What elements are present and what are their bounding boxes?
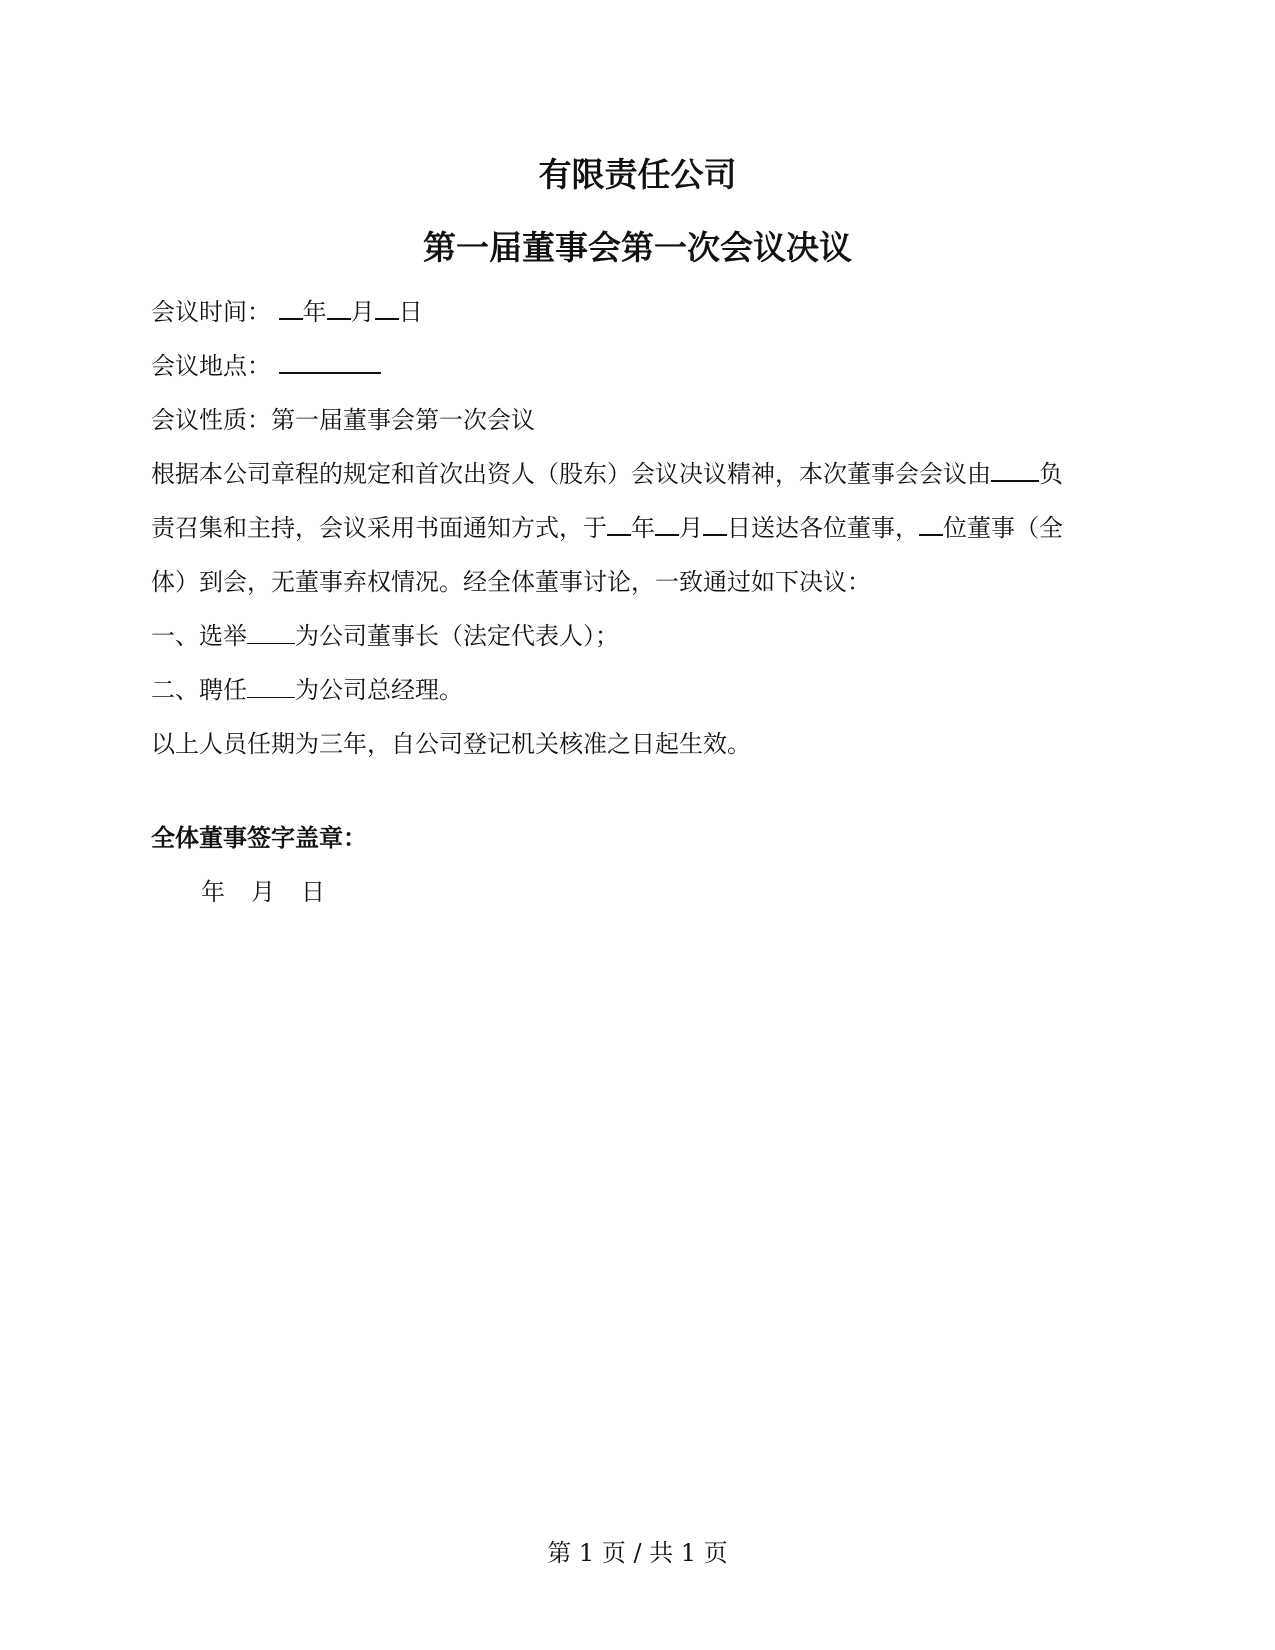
notice-day-blank [703,533,727,536]
convener-blank [991,479,1039,482]
signature-date-line [151,874,1111,928]
resolution-text: 为公司总经理。 [295,676,463,704]
month-blank [327,317,351,320]
signature-day: 日 [301,878,325,906]
resolution-text: 二、聘任 [151,676,247,704]
meeting-nature-value: 第一届董事会第一次会议 [271,406,535,434]
signature-year: 年 [201,878,225,906]
paragraph-text: 年 [631,514,655,542]
paragraph-text: 位董事（全 [943,514,1063,542]
year-blank [279,317,303,320]
signature-month: 月 [251,878,275,906]
notice-month-blank [655,533,679,536]
paragraph-text: 责召集和主持，会议采用书面通知方式，于 [151,514,607,542]
resolution-text: 为公司董事长（法定代表人）； [295,622,619,650]
resolution-chairman [151,618,1111,672]
day-text: 日 [398,298,423,326]
meeting-time-label: 会议时间： [151,298,271,326]
year-text: 年 [302,298,327,326]
place-blank [279,371,381,374]
director-count-blank [919,533,943,536]
paragraph-text: 日送达各位董事， [727,514,919,542]
month-text: 月 [350,298,375,326]
day-blank [375,317,399,320]
meeting-place-label: 会议地点： [151,352,271,380]
paragraph-text: 负 [1039,460,1063,488]
paragraph-text: 根据本公司章程的规定和首次出资人（股东）会议决议精神，本次董事会会议由 [151,460,991,488]
page-footer: 第 1 页 / 共 1 页 [547,1539,728,1567]
document-title-resolution: 第一届董事会第一次会议决议 [423,228,852,267]
meeting-place-line [151,348,1111,402]
meeting-nature-label: 会议性质： [151,406,271,434]
meeting-time-line [151,294,1111,348]
signature-label: 全体董事签字盖章： [151,823,367,852]
document-title-company: 有限责任公司 [538,155,737,194]
notice-year-blank [607,533,631,536]
manager-blank [247,696,295,698]
meeting-nature-line [151,402,1111,456]
paragraph-text: 月 [679,514,703,542]
document-body [151,294,1111,928]
paragraph-text: 体）到会，无董事弃权情况。经全体董事讨论，一致通过如下决议： [151,568,871,596]
spacer [151,780,1111,820]
term-statement [151,726,1111,780]
paragraph-line-1 [151,456,1111,510]
chairman-blank [247,642,295,644]
paragraph-line-3 [151,564,1111,618]
paragraph-line-2 [151,510,1111,564]
term-text: 以上人员任期为三年，自公司登记机关核准之日起生效。 [151,730,751,758]
resolution-text: 一、选举 [151,622,247,650]
resolution-manager [151,672,1111,726]
